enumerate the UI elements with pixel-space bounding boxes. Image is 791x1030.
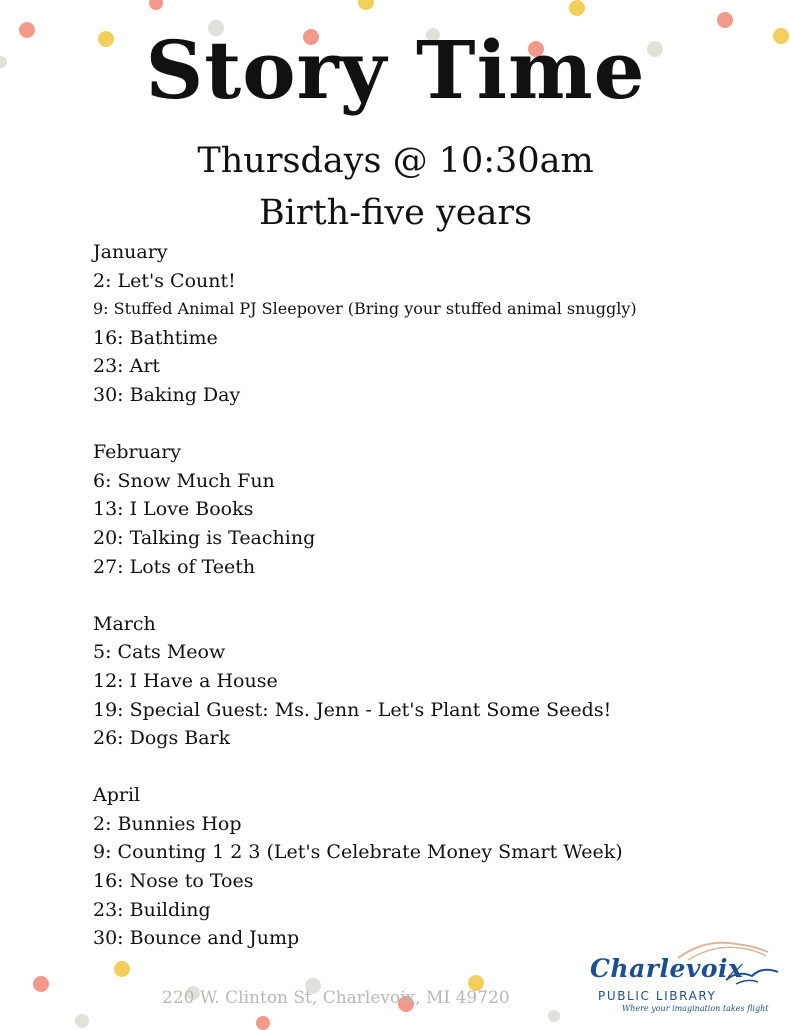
month-heading: April <box>93 784 141 807</box>
event-item: 9: Counting 1 2 3 (Let's Celebrate Money Smart Week) <box>93 841 623 864</box>
schedule-time: Thursdays @ 10:30am <box>197 141 594 181</box>
event-item: 2: Let's Count! <box>93 269 236 292</box>
event-item: 13: I Love Books <box>93 498 254 521</box>
logo-name: Charlevoix <box>590 954 744 983</box>
decorative-dot <box>717 12 733 28</box>
logo-tagline: Where your imagination takes flight <box>622 1004 769 1013</box>
month-section <box>93 438 753 581</box>
age-range: Birth-five years <box>258 193 533 233</box>
decorative-dot <box>149 0 163 10</box>
event-item: 30: Baking Day <box>93 383 241 406</box>
month-section <box>93 238 753 410</box>
page-title: Story Time <box>145 23 646 117</box>
event-item: 16: Nose to Toes <box>93 870 254 893</box>
event-item: 12: I Have a House <box>93 669 278 692</box>
decorative-dot <box>75 1014 89 1028</box>
month-heading: February <box>93 441 182 464</box>
event-item: 6: Snow Much Fun <box>93 469 275 492</box>
event-item: 2: Bunnies Hop <box>93 812 242 835</box>
schedule-list <box>93 238 753 953</box>
event-item: 23: Art <box>93 355 161 378</box>
event-item: 30: Bounce and Jump <box>93 927 300 950</box>
month-section <box>93 781 753 953</box>
decorative-dot <box>358 0 374 10</box>
library-address: 220 W. Clinton St, Charlevoix, MI 49720 <box>162 988 510 1008</box>
month-heading: March <box>93 612 156 635</box>
event-item: 23: Building <box>93 898 211 921</box>
month-heading: January <box>93 241 168 263</box>
event-item: 26: Dogs Bark <box>93 727 231 750</box>
month-section <box>93 610 753 753</box>
event-item: 5: Cats Meow <box>93 641 226 664</box>
library-logo <box>586 936 791 1016</box>
event-item: 19: Special Guest: Ms. Jenn - Let's Plant Some Seeds! <box>93 698 612 721</box>
decorative-dot <box>114 961 130 977</box>
decorative-dot <box>256 1016 270 1030</box>
decorative-dot <box>548 1010 560 1022</box>
decorative-dot <box>33 976 49 992</box>
logo-subtitle: PUBLIC LIBRARY <box>598 989 717 1003</box>
decorative-dot <box>569 0 585 16</box>
event-item: 16: Bathtime <box>93 326 218 349</box>
event-item: 9: Stuffed Animal PJ Sleepover (Bring your stuffed animal snuggly) <box>93 299 637 319</box>
event-item: 27: Lots of Teeth <box>93 555 256 578</box>
event-item: 20: Talking is Teaching <box>93 526 316 549</box>
